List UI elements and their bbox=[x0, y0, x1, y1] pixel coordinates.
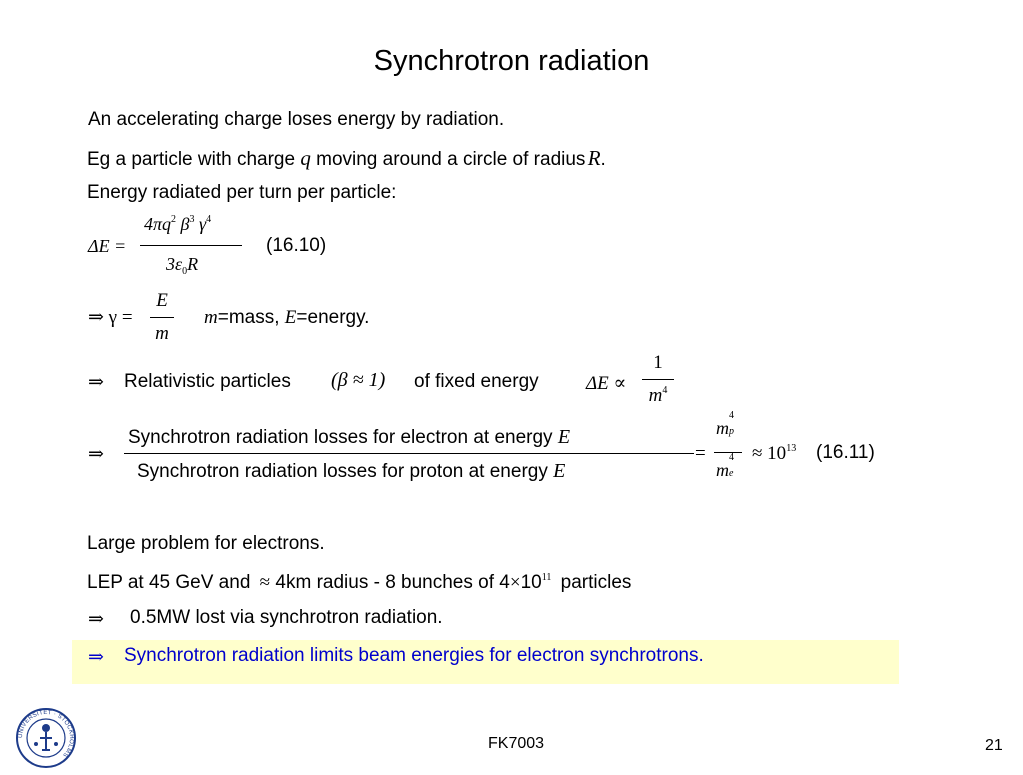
eq2-E-symbol: E bbox=[284, 307, 297, 328]
eq3-text-a: Relativistic particles bbox=[124, 371, 291, 392]
eq4-equals: = bbox=[695, 443, 706, 464]
footer-course-code: FK7003 bbox=[488, 735, 545, 752]
eq4-mass-num bbox=[716, 410, 734, 439]
eq4-text-fraction bbox=[124, 424, 694, 484]
intro-line-2 bbox=[87, 148, 606, 169]
bottom-line-1: Large problem for electrons. bbox=[87, 533, 325, 554]
bottom-line-3: 0.5MW lost via synchrotron radiation. bbox=[130, 607, 443, 628]
eq4-denominator-text: Synchrotron radiation losses for proton at energy bbox=[137, 461, 548, 482]
conclusion-text: Synchrotron radiation limits beam energies for electron synchrotrons. bbox=[124, 645, 704, 666]
eq4-approx bbox=[752, 443, 796, 465]
eq2-mass-text: =mass, bbox=[217, 307, 280, 328]
eq3-den-m: m bbox=[648, 385, 663, 406]
eq2-m-symbol: m bbox=[204, 307, 218, 328]
eq2-fraction-bar bbox=[150, 317, 174, 318]
eq1-num-exp2: 3 bbox=[189, 214, 195, 225]
bottom-line-2-exp: 11 bbox=[541, 572, 552, 583]
eq3-text-b: of fixed energy bbox=[414, 371, 539, 392]
eq4-denominator-E: E bbox=[553, 460, 566, 482]
eq3-denominator bbox=[642, 385, 674, 407]
bottom-line-2-c: 10 bbox=[520, 572, 542, 593]
eq2-legend bbox=[204, 308, 369, 327]
eq1-num-exp1: 2 bbox=[171, 214, 177, 225]
bottom-line-3-arrow: ⇒ bbox=[88, 609, 104, 630]
bottom-line-2 bbox=[87, 573, 631, 592]
eq4-fraction-bar bbox=[124, 453, 694, 454]
eq2-lhs: ⇒ γ = bbox=[88, 307, 133, 328]
eq2-numerator: E bbox=[156, 290, 168, 311]
bottom-line-2-a: LEP at 45 GeV and bbox=[87, 572, 251, 593]
intro-line-3: Energy radiated per turn per particle: bbox=[87, 182, 397, 203]
eq4-mass-num-sub: p bbox=[729, 426, 734, 437]
page-number: 21 bbox=[985, 737, 1003, 754]
eq1-den-sub: 0 bbox=[182, 266, 188, 277]
bottom-line-2-d: particles bbox=[560, 572, 632, 593]
eq1-numerator bbox=[144, 214, 211, 235]
eq4-approx-exp: 13 bbox=[786, 443, 797, 454]
eq3-arrow: ⇒ bbox=[88, 372, 104, 393]
slide-title: Synchrotron radiation bbox=[373, 45, 650, 77]
radius-symbol: R bbox=[587, 146, 601, 170]
eq4-mass-den-m: m bbox=[716, 460, 729, 480]
eq2-energy-text: =energy. bbox=[296, 307, 370, 328]
intro-line-2-a: Eg a particle with charge bbox=[87, 149, 296, 170]
eq4-mass-num-exp: 4 bbox=[729, 410, 734, 421]
eq1-num-gamma: γ bbox=[199, 214, 207, 234]
eq1-lhs-text: ΔE = bbox=[88, 236, 127, 256]
eq4-approx-text: ≈ 10 bbox=[752, 443, 787, 464]
eq1-num-exp3: 4 bbox=[206, 214, 212, 225]
intro-line-2-b: moving around a circle of radius bbox=[316, 149, 586, 170]
eq4-arrow: ⇒ bbox=[88, 444, 104, 465]
eq4-mass-den-exp: 4 bbox=[729, 452, 734, 463]
eq1-num-beta: β bbox=[180, 214, 190, 234]
seal-text: UNIVERSITET · STOCKHOLMS bbox=[17, 709, 75, 758]
eq4-mass-num-m: m bbox=[716, 418, 729, 438]
eq3-fraction-bar bbox=[642, 379, 674, 380]
eq4-denominator bbox=[137, 461, 565, 481]
eq3-prop: ΔE ∝ bbox=[586, 373, 627, 394]
university-seal-graphic bbox=[14, 706, 78, 770]
eq1-label: (16.10) bbox=[266, 235, 327, 256]
bottom-line-2-times: × bbox=[509, 572, 521, 593]
eq4-mass-den-sub: e bbox=[729, 468, 734, 479]
eq1-den-a: 3ε bbox=[166, 254, 183, 274]
bottom-line-2-b: 4km radius - 8 bunches of 4 bbox=[275, 572, 510, 593]
eq1-num-a: 4πq bbox=[144, 214, 172, 234]
eq1-fraction-bar bbox=[140, 245, 242, 246]
eq1-denominator bbox=[166, 254, 198, 277]
eq4-numerator bbox=[128, 427, 570, 447]
bottom-line-2-approx: ≈ bbox=[259, 572, 271, 593]
charge-symbol: q bbox=[300, 146, 311, 170]
eq2-denominator: m bbox=[155, 323, 169, 344]
intro-line-1: An accelerating charge loses energy by radiation. bbox=[88, 109, 505, 130]
eq4-numerator-text: Synchrotron radiation losses for electron at energy bbox=[128, 427, 553, 448]
university-seal-icon bbox=[14, 706, 78, 770]
eq4-label: (16.11) bbox=[816, 442, 875, 463]
conclusion-arrow: ⇒ bbox=[88, 647, 104, 668]
eq1-lhs bbox=[88, 236, 126, 257]
eq3-paren: (β ≈ 1) bbox=[331, 369, 386, 391]
eq3-den-exp: 4 bbox=[662, 385, 668, 396]
eq4-mass-den bbox=[716, 452, 734, 481]
eq4-numerator-E: E bbox=[557, 426, 571, 448]
eq4-mass-bar bbox=[714, 452, 742, 453]
intro-line-2-end: . bbox=[600, 149, 606, 170]
eq1-den-b: R bbox=[187, 254, 199, 274]
eq3-numerator: 1 bbox=[653, 352, 663, 373]
